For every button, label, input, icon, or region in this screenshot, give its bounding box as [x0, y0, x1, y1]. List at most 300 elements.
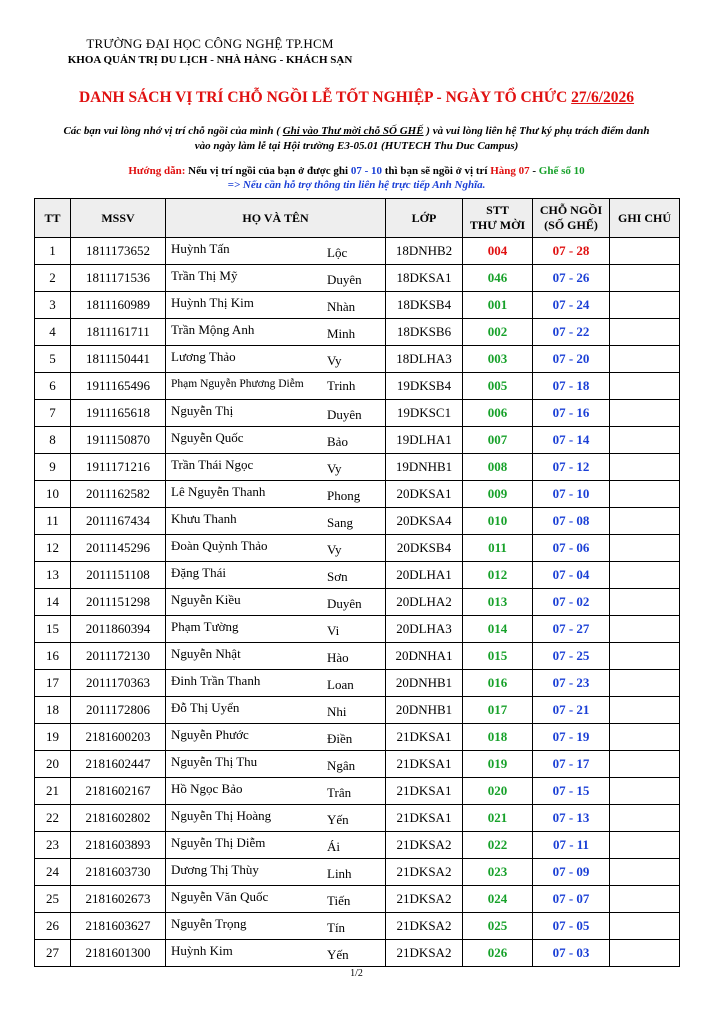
- col-header-stt: [463, 199, 533, 238]
- note-underlined: Ghi vào Thư mời chỗ SỐ GHẾ: [282, 125, 424, 137]
- cell-note: [610, 643, 680, 670]
- cell-stt: 010: [463, 508, 533, 535]
- cell-tt: 3: [35, 292, 71, 319]
- cell-last-name: Điền: [327, 731, 353, 746]
- cell-last-name: Trân: [327, 785, 352, 800]
- cell-note: [610, 400, 680, 427]
- cell-name: [166, 778, 386, 805]
- guide-code: 07 - 10: [350, 165, 383, 177]
- cell-seat: 07 - 19: [533, 724, 610, 751]
- cell-first-name: Huỳnh Tấn: [171, 241, 230, 256]
- cell-class: 21DKSA2: [386, 913, 463, 940]
- cell-stt: 012: [463, 562, 533, 589]
- cell-stt: 006: [463, 400, 533, 427]
- cell-class: 20DKSA4: [386, 508, 463, 535]
- table-row: [35, 643, 680, 670]
- faculty-name: KHOA QUẢN TRỊ DU LỊCH - NHÀ HÀNG - KHÁCH SẠN: [67, 54, 353, 66]
- cell-seat: 07 - 14: [533, 427, 610, 454]
- cell-note: [610, 886, 680, 913]
- cell-seat: 07 - 11: [533, 832, 610, 859]
- cell-seat: 07 - 18: [533, 373, 610, 400]
- cell-note: [610, 805, 680, 832]
- cell-name: [166, 670, 386, 697]
- cell-first-name: Dương Thị Thùy: [171, 862, 259, 877]
- cell-seat: 07 - 08: [533, 508, 610, 535]
- cell-seat: 07 - 27: [533, 616, 610, 643]
- cell-stt: 013: [463, 589, 533, 616]
- cell-first-name: Đinh Trần Thanh: [171, 673, 261, 688]
- cell-seat: 07 - 10: [533, 481, 610, 508]
- cell-first-name: Nguyễn Phước: [171, 727, 249, 742]
- cell-tt: 2: [35, 265, 71, 292]
- cell-class: 18DKSB4: [386, 292, 463, 319]
- cell-tt: 23: [35, 832, 71, 859]
- cell-first-name: Phạm Nguyễn Phương Diễm: [171, 378, 304, 390]
- cell-first-name: Huỳnh Thị Kim: [171, 295, 254, 310]
- cell-name: [166, 562, 386, 589]
- table-row: [35, 616, 680, 643]
- cell-tt: 17: [35, 670, 71, 697]
- cell-class: 20DKSA1: [386, 481, 463, 508]
- cell-note: [610, 616, 680, 643]
- cell-mssv: 2011172130: [71, 643, 166, 670]
- cell-stt: 017: [463, 697, 533, 724]
- cell-last-name: Ngân: [327, 758, 356, 773]
- cell-stt: 046: [463, 265, 533, 292]
- guide-row: Hàng 07: [490, 165, 530, 177]
- cell-note: [610, 670, 680, 697]
- cell-class: 19DKSC1: [386, 400, 463, 427]
- cell-mssv: 2181602447: [71, 751, 166, 778]
- note-part2: ) và vui lòng liên hệ Thư ký phụ trách điểm danh vào ngày làm lễ tại Hội trường E3-05.01 (HUTECH Thu Duc Campus): [194, 125, 650, 152]
- cell-note: [610, 346, 680, 373]
- cell-stt: 007: [463, 427, 533, 454]
- table-row: [35, 805, 680, 832]
- cell-mssv: 2181602167: [71, 778, 166, 805]
- cell-seat: 07 - 23: [533, 670, 610, 697]
- cell-seat: 07 - 15: [533, 778, 610, 805]
- cell-stt: 016: [463, 670, 533, 697]
- cell-note: [610, 859, 680, 886]
- cell-last-name: Yến: [327, 947, 349, 962]
- cell-last-name: Nhi: [327, 704, 347, 719]
- cell-tt: 25: [35, 886, 71, 913]
- cell-seat: 07 - 04: [533, 562, 610, 589]
- cell-last-name: Linh: [327, 866, 352, 881]
- cell-seat: 07 - 20: [533, 346, 610, 373]
- guide-line1: [0, 164, 713, 178]
- cell-stt: 022: [463, 832, 533, 859]
- cell-name: [166, 481, 386, 508]
- cell-stt: 008: [463, 454, 533, 481]
- table-row: [35, 265, 680, 292]
- cell-last-name: Sơn: [327, 569, 348, 584]
- cell-tt: 20: [35, 751, 71, 778]
- cell-name: [166, 724, 386, 751]
- cell-tt: 12: [35, 535, 71, 562]
- cell-mssv: 2011145296: [71, 535, 166, 562]
- table-row: [35, 940, 680, 967]
- cell-stt: 019: [463, 751, 533, 778]
- cell-note: [610, 778, 680, 805]
- table-row: [35, 859, 680, 886]
- cell-last-name: Yến: [327, 812, 349, 827]
- cell-seat: 07 - 26: [533, 265, 610, 292]
- cell-name: [166, 238, 386, 265]
- cell-last-name: Duyên: [327, 596, 362, 611]
- cell-name: [166, 373, 386, 400]
- cell-class: 19DNHB1: [386, 454, 463, 481]
- cell-note: [610, 751, 680, 778]
- cell-tt: 7: [35, 400, 71, 427]
- cell-seat: 07 - 05: [533, 913, 610, 940]
- cell-last-name: Tiến: [327, 893, 351, 908]
- cell-note: [610, 589, 680, 616]
- cell-seat: 07 - 03: [533, 940, 610, 967]
- cell-name: [166, 751, 386, 778]
- table-row: [35, 454, 680, 481]
- cell-last-name: Trinh: [327, 378, 356, 393]
- cell-first-name: Lương Thảo: [171, 349, 236, 364]
- cell-name: [166, 292, 386, 319]
- cell-mssv: 2181603627: [71, 913, 166, 940]
- note-part1: Các bạn vui lòng nhớ vị trí chỗ ngồi của mình (: [63, 125, 283, 137]
- cell-mssv: 2011167434: [71, 508, 166, 535]
- cell-mssv: 1911171216: [71, 454, 166, 481]
- cell-last-name: Vy: [327, 353, 342, 368]
- cell-name: [166, 508, 386, 535]
- cell-seat: 07 - 24: [533, 292, 610, 319]
- cell-mssv: 2181601300: [71, 940, 166, 967]
- cell-seat: 07 - 09: [533, 859, 610, 886]
- cell-mssv: 2181603730: [71, 859, 166, 886]
- cell-note: [610, 427, 680, 454]
- table-row: [35, 400, 680, 427]
- seat-header-line2: (SỐ GHẾ): [544, 218, 598, 232]
- col-header-mssv: MSSV: [71, 199, 166, 238]
- cell-class: 21DKSA2: [386, 832, 463, 859]
- cell-class: 21DKSA2: [386, 859, 463, 886]
- cell-stt: 026: [463, 940, 533, 967]
- cell-stt: 024: [463, 886, 533, 913]
- cell-mssv: 1811173652: [71, 238, 166, 265]
- cell-tt: 10: [35, 481, 71, 508]
- cell-seat: 07 - 28: [533, 238, 610, 265]
- cell-tt: 16: [35, 643, 71, 670]
- cell-first-name: Nguyễn Thị Diễm: [171, 835, 266, 850]
- cell-last-name: Nhàn: [327, 299, 356, 314]
- table-row: [35, 670, 680, 697]
- cell-name: [166, 832, 386, 859]
- cell-note: [610, 238, 680, 265]
- cell-tt: 11: [35, 508, 71, 535]
- cell-mssv: 2011151108: [71, 562, 166, 589]
- instruction-note: [60, 124, 653, 154]
- cell-note: [610, 319, 680, 346]
- guide-block: [0, 164, 713, 192]
- cell-stt: 004: [463, 238, 533, 265]
- cell-tt: 8: [35, 427, 71, 454]
- cell-last-name: Ái: [327, 839, 340, 854]
- cell-class: 21DKSA1: [386, 724, 463, 751]
- cell-note: [610, 940, 680, 967]
- table-row: [35, 751, 680, 778]
- cell-class: 20DNHA1: [386, 643, 463, 670]
- cell-name: [166, 400, 386, 427]
- col-header-class: LỚP: [386, 199, 463, 238]
- cell-tt: 5: [35, 346, 71, 373]
- col-header-seat: [533, 199, 610, 238]
- cell-seat: 07 - 06: [533, 535, 610, 562]
- cell-class: 19DLHA1: [386, 427, 463, 454]
- cell-stt: 023: [463, 859, 533, 886]
- cell-class: 18DLHA3: [386, 346, 463, 373]
- cell-last-name: Hào: [327, 650, 349, 665]
- cell-first-name: Khưu Thanh: [171, 511, 237, 526]
- seating-table: [34, 198, 680, 967]
- cell-first-name: Nguyễn Thị Hoàng: [171, 808, 272, 823]
- cell-note: [610, 562, 680, 589]
- ceremony-date: 27/6/2026: [571, 89, 635, 106]
- col-header-note: GHI CHÚ: [610, 199, 680, 238]
- cell-tt: 19: [35, 724, 71, 751]
- cell-mssv: 1911150870: [71, 427, 166, 454]
- table-row: [35, 535, 680, 562]
- cell-mssv: 2011162582: [71, 481, 166, 508]
- cell-note: [610, 292, 680, 319]
- cell-note: [610, 454, 680, 481]
- cell-tt: 18: [35, 697, 71, 724]
- guide-label: Hướng dẫn:: [128, 165, 186, 177]
- cell-first-name: Nguyễn Quốc: [171, 430, 244, 445]
- table-row: [35, 886, 680, 913]
- table-row: [35, 238, 680, 265]
- cell-first-name: Đỗ Thị Uyển: [171, 700, 240, 715]
- cell-note: [610, 481, 680, 508]
- cell-last-name: Loan: [327, 677, 354, 692]
- cell-first-name: Hồ Ngọc Bảo: [171, 781, 243, 796]
- cell-seat: 07 - 07: [533, 886, 610, 913]
- cell-last-name: Duyên: [327, 272, 362, 287]
- cell-stt: 001: [463, 292, 533, 319]
- cell-first-name: Nguyễn Thị Thu: [171, 754, 258, 769]
- cell-first-name: Nguyễn Nhật: [171, 646, 241, 661]
- cell-mssv: 2011860394: [71, 616, 166, 643]
- cell-name: [166, 616, 386, 643]
- cell-name: [166, 346, 386, 373]
- cell-seat: 07 - 16: [533, 400, 610, 427]
- cell-tt: 26: [35, 913, 71, 940]
- cell-class: 19DKSB4: [386, 373, 463, 400]
- cell-class: 21DKSA1: [386, 778, 463, 805]
- cell-name: [166, 589, 386, 616]
- cell-class: 20DLHA1: [386, 562, 463, 589]
- cell-seat: 07 - 13: [533, 805, 610, 832]
- cell-name: [166, 319, 386, 346]
- cell-last-name: Lộc: [327, 245, 348, 260]
- cell-stt: 020: [463, 778, 533, 805]
- cell-note: [610, 832, 680, 859]
- col-header-tt: TT: [35, 199, 71, 238]
- cell-class: 21DKSA2: [386, 886, 463, 913]
- cell-stt: 021: [463, 805, 533, 832]
- cell-mssv: 2011151298: [71, 589, 166, 616]
- cell-first-name: Nguyễn Thị: [171, 403, 234, 418]
- guide-sep: -: [529, 165, 539, 177]
- cell-last-name: Phong: [327, 488, 361, 503]
- cell-class: 18DNHB2: [386, 238, 463, 265]
- cell-tt: 6: [35, 373, 71, 400]
- table-row: [35, 697, 680, 724]
- cell-mssv: 2011170363: [71, 670, 166, 697]
- cell-mssv: 2181602802: [71, 805, 166, 832]
- cell-mssv: 1811171536: [71, 265, 166, 292]
- cell-name: [166, 805, 386, 832]
- cell-last-name: Duyên: [327, 407, 362, 422]
- cell-tt: 22: [35, 805, 71, 832]
- cell-note: [610, 508, 680, 535]
- cell-last-name: Bảo: [327, 434, 348, 449]
- cell-first-name: Trần Thái Ngọc: [171, 457, 254, 472]
- table-row: [35, 589, 680, 616]
- cell-name: [166, 697, 386, 724]
- cell-class: 18DKSA1: [386, 265, 463, 292]
- cell-seat: 07 - 12: [533, 454, 610, 481]
- stt-header-line2: THƯ MỜI: [469, 218, 526, 232]
- cell-tt: 14: [35, 589, 71, 616]
- guide-text1: Nếu vị trí ngồi của bạn ở được ghi: [185, 165, 351, 177]
- cell-name: [166, 454, 386, 481]
- cell-first-name: Đoàn Quỳnh Thảo: [171, 538, 268, 553]
- cell-tt: 27: [35, 940, 71, 967]
- cell-stt: 018: [463, 724, 533, 751]
- table-row: [35, 346, 680, 373]
- cell-seat: 07 - 02: [533, 589, 610, 616]
- table-row: [35, 427, 680, 454]
- guide-line2: => Nếu cần hỗ trợ thông tin liên hệ trực tiếp Anh Nghĩa.: [227, 179, 486, 191]
- cell-class: 21DKSA1: [386, 805, 463, 832]
- table-row: [35, 319, 680, 346]
- cell-first-name: Phạm Tường: [171, 619, 239, 634]
- cell-mssv: 1911165496: [71, 373, 166, 400]
- cell-first-name: Nguyễn Văn Quốc: [171, 889, 269, 904]
- cell-seat: 07 - 25: [533, 643, 610, 670]
- cell-class: 20DLHA2: [386, 589, 463, 616]
- cell-class: 20DKSB4: [386, 535, 463, 562]
- cell-tt: 13: [35, 562, 71, 589]
- cell-tt: 24: [35, 859, 71, 886]
- cell-name: [166, 643, 386, 670]
- cell-stt: 002: [463, 319, 533, 346]
- table-header-row: [35, 199, 680, 238]
- seat-header-line1: CHỖ NGỒI: [539, 203, 603, 217]
- cell-tt: 4: [35, 319, 71, 346]
- guide-seat: Ghế số 10: [538, 165, 585, 177]
- cell-tt: 9: [35, 454, 71, 481]
- cell-last-name: Minh: [327, 326, 356, 341]
- cell-first-name: Đặng Thái: [171, 565, 226, 580]
- page-number: 1/2: [350, 968, 363, 979]
- cell-stt: 015: [463, 643, 533, 670]
- cell-last-name: Vi: [327, 623, 340, 638]
- cell-stt: 011: [463, 535, 533, 562]
- cell-class: 20DLHA3: [386, 616, 463, 643]
- stt-header-line1: STT: [486, 203, 509, 217]
- cell-seat: 07 - 17: [533, 751, 610, 778]
- cell-first-name: Huỳnh Kim: [171, 943, 233, 958]
- cell-mssv: 1811161711: [71, 319, 166, 346]
- cell-mssv: 2011172806: [71, 697, 166, 724]
- cell-name: [166, 913, 386, 940]
- cell-note: [610, 697, 680, 724]
- cell-name: [166, 427, 386, 454]
- cell-stt: 014: [463, 616, 533, 643]
- cell-first-name: Lê Nguyễn Thanh: [171, 484, 266, 499]
- cell-tt: 1: [35, 238, 71, 265]
- cell-stt: 025: [463, 913, 533, 940]
- cell-mssv: 1811160989: [71, 292, 166, 319]
- cell-class: 18DKSB6: [386, 319, 463, 346]
- cell-tt: 21: [35, 778, 71, 805]
- cell-last-name: Vy: [327, 542, 342, 557]
- col-header-name: HỌ VÀ TÊN: [166, 199, 386, 238]
- table-row: [35, 373, 680, 400]
- cell-name: [166, 265, 386, 292]
- title-text: DANH SÁCH VỊ TRÍ CHỖ NGỒI LỄ TỐT NGHIỆP - NGÀY TỔ CHỨC: [78, 89, 572, 106]
- cell-note: [610, 535, 680, 562]
- cell-class: 21DKSA1: [386, 751, 463, 778]
- cell-first-name: Trần Thị Mỹ: [171, 268, 238, 283]
- cell-tt: 15: [35, 616, 71, 643]
- cell-first-name: Trần Mộng Anh: [171, 322, 255, 337]
- cell-name: [166, 886, 386, 913]
- table-row: [35, 562, 680, 589]
- table-row: [35, 508, 680, 535]
- cell-note: [610, 373, 680, 400]
- cell-mssv: 2181603893: [71, 832, 166, 859]
- cell-note: [610, 265, 680, 292]
- cell-name: [166, 859, 386, 886]
- cell-last-name: Sang: [327, 515, 353, 530]
- cell-mssv: 2181600203: [71, 724, 166, 751]
- cell-name: [166, 940, 386, 967]
- cell-note: [610, 913, 680, 940]
- cell-class: 20DNHB1: [386, 670, 463, 697]
- table-row: [35, 481, 680, 508]
- cell-mssv: 1911165618: [71, 400, 166, 427]
- cell-last-name: Vy: [327, 461, 342, 476]
- cell-stt: 003: [463, 346, 533, 373]
- cell-mssv: 1811150441: [71, 346, 166, 373]
- table-row: [35, 778, 680, 805]
- cell-seat: 07 - 22: [533, 319, 610, 346]
- table-row: [35, 913, 680, 940]
- guide-text2: thì bạn sẽ ngồi ở vị trí: [382, 165, 491, 177]
- cell-stt: 005: [463, 373, 533, 400]
- university-name: TRƯỜNG ĐẠI HỌC CÔNG NGHỆ TP.HCM: [86, 36, 334, 51]
- cell-mssv: 2181602673: [71, 886, 166, 913]
- cell-last-name: Tín: [327, 920, 346, 935]
- cell-class: 20DNHB1: [386, 697, 463, 724]
- document-title: [0, 89, 713, 107]
- table-row: [35, 724, 680, 751]
- cell-stt: 009: [463, 481, 533, 508]
- table-row: [35, 292, 680, 319]
- cell-name: [166, 535, 386, 562]
- cell-note: [610, 724, 680, 751]
- cell-class: 21DKSA2: [386, 940, 463, 967]
- table-row: [35, 832, 680, 859]
